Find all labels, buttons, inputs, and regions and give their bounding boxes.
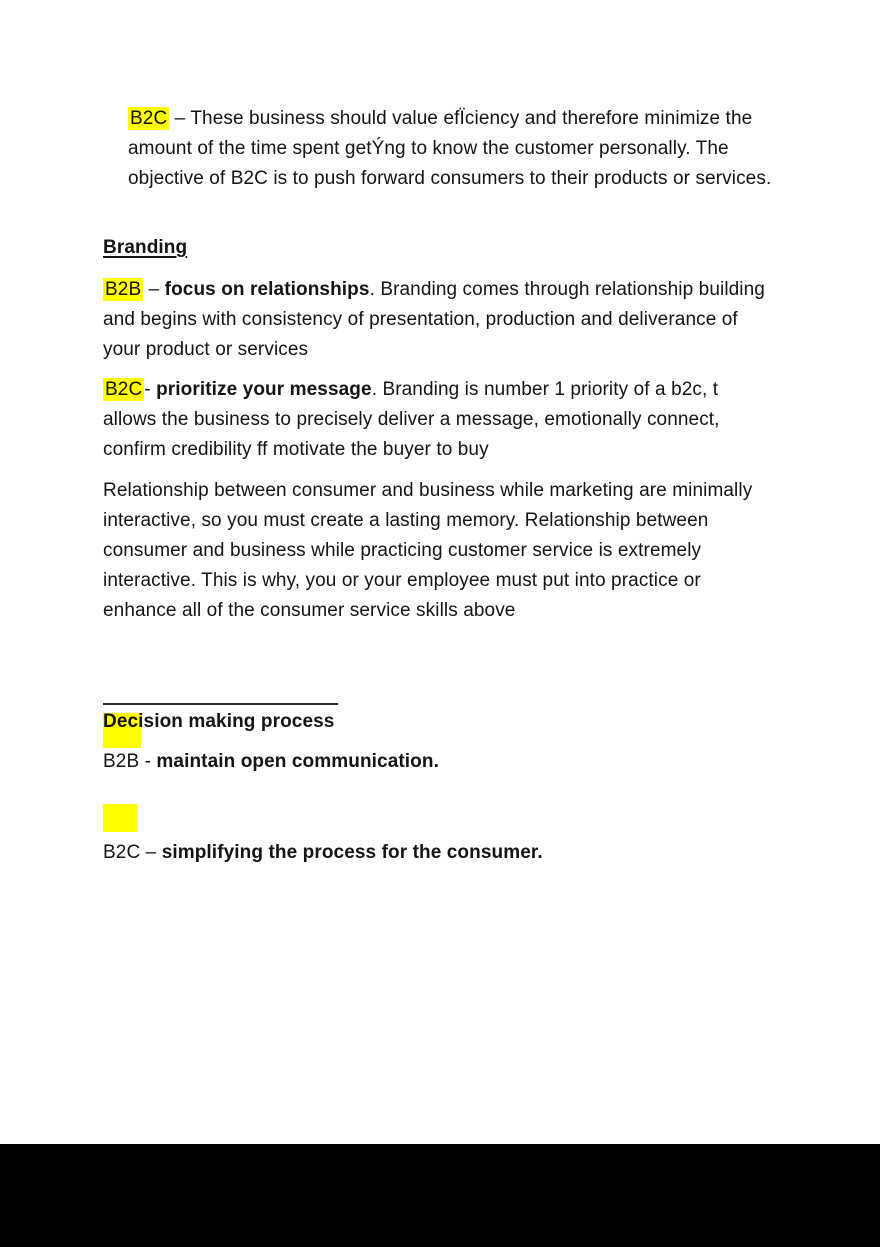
bold-run-prioritize-your-message: prioritize your message <box>156 379 372 400</box>
paragraph-b2b-branding <box>103 275 775 365</box>
text-run: – <box>143 279 165 300</box>
section-divider-line <box>103 703 338 705</box>
paragraph-b2c-branding <box>103 375 775 465</box>
text-run: . Branding is number 1 priority of a b2c, t allows the business to precisely deliver a message, emotionally connect, confirm credibility ff motivate the buyer to buy <box>103 379 720 460</box>
paragraph-b2c-decision <box>103 838 775 868</box>
bold-run-focus-on-relationships: focus on relationships <box>164 279 370 300</box>
highlighted-term-b2c: B2C <box>105 379 143 400</box>
bold-run-maintain-open-communication: maintain open communication. <box>156 751 439 772</box>
heading-decision-making-process <box>103 707 775 737</box>
text-run: B2C – <box>103 842 162 863</box>
paragraph-relationship: Relationship between consumer and business while marketing are minimally interactive, so you must create a lasting memory. Relationship between consumer and business while practicing customer service is extremely interactive. This is why, you or your employee must put into practice or enhance all of the consumer service skills above <box>103 480 753 621</box>
text-run: . Branding comes through relationship building and begins with consistency of presentation, production and deliverance of your product or services <box>103 279 765 360</box>
empty-highlight-block <box>103 804 137 832</box>
text-run: - <box>144 379 157 400</box>
text-run: – These business should value efÏciency and therefore minimize the amount of the time spent getÝng to know the customer personally. The objective of B2C is to push forward consumers to their products or services. <box>128 108 772 189</box>
text-run: B2B - <box>103 751 157 772</box>
paragraph-b2c-overview <box>128 104 775 194</box>
bold-run-simplifying-the-process: simplifying the process for the consumer. <box>161 842 543 863</box>
bottom-black-bar <box>0 1144 880 1247</box>
highlighted-term-b2b: B2B <box>105 279 142 300</box>
heading-branding-label: Branding <box>103 237 188 258</box>
heading-branding <box>103 233 775 263</box>
heading-decision-label: Decision making process <box>103 711 335 732</box>
paragraph-b2b-decision <box>103 747 775 777</box>
highlighted-term-b2c: B2C <box>130 108 168 129</box>
